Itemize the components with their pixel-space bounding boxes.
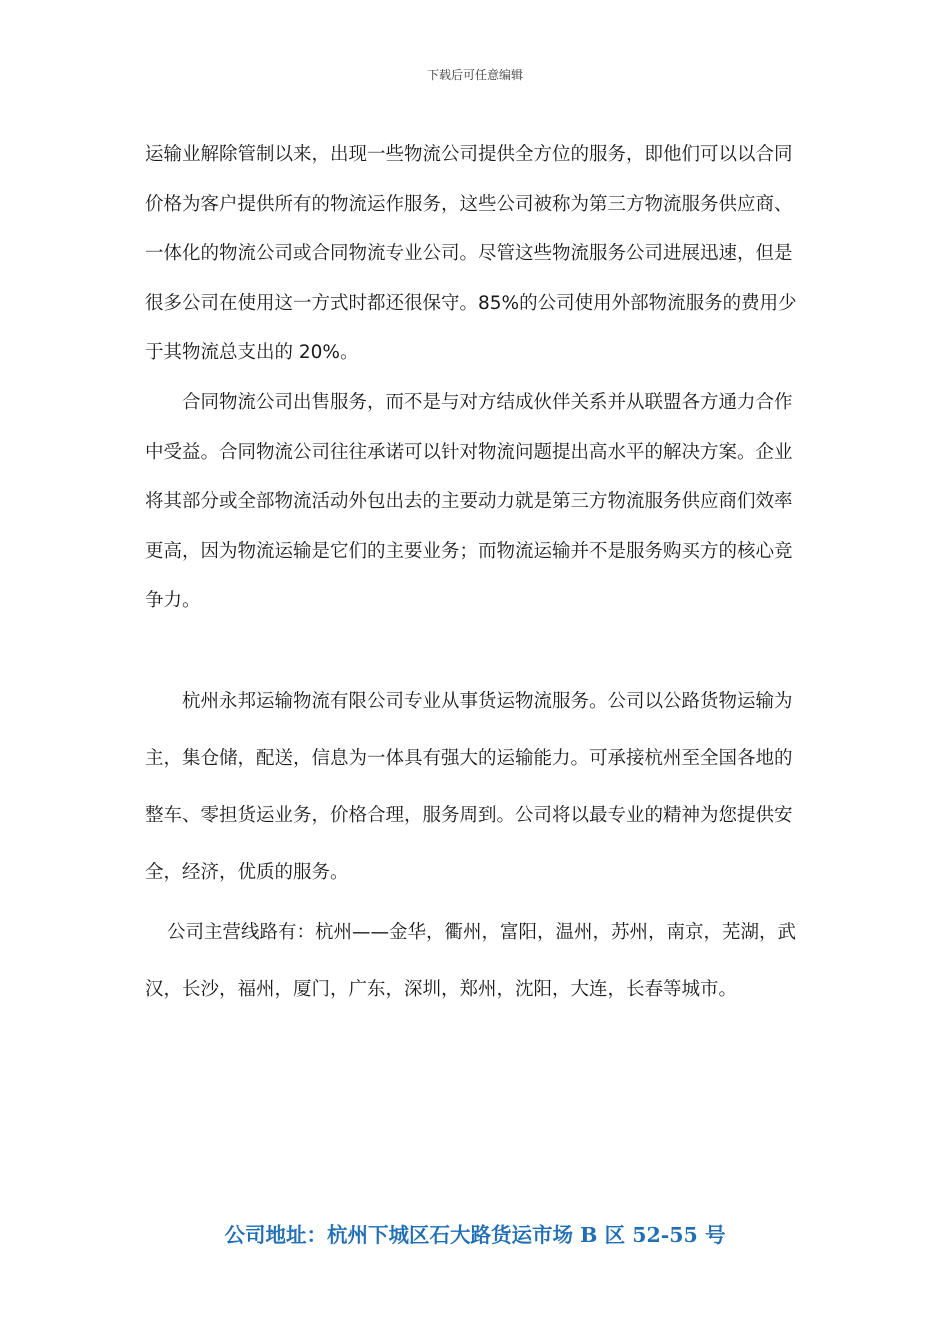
paragraph-contract-logistics: 合同物流公司出售服务，而不是与对方结成伙伴关系并从联盟各方通力合作中受益。合同物流公司往往承诺可以针对物流问题提出高水平的解决方案。企业将其部分或全部物流活动外包出去的主要动力就是第三方物流服务供应商们效率更高，因为物流运输是它们的主要业务；而物流运输并不是服务购买方的核心竞争力。: [145, 392, 793, 612]
paragraph-company-intro: 杭州永邦运输物流有限公司专业从事货运物流服务。公司以公路货物运输为主，集仓储，配送，信息为一体具有强大的运输能力。可承接杭州至全国各地的整车、零担货运业务，价格合理，服务周到。公司将以最专业的精神为您提供安全，经济，优质的服务。: [145, 691, 793, 883]
page-header: 下载后可任意编辑: [426, 68, 523, 82]
paragraph-main-routes: 公司主营线路有：杭州——金华，衢州，富阳，温州，苏州，南京，芜湖，武汉，长沙，福州，厦门，广东，深圳，郑州，沈阳，大连，长春等城市。: [145, 922, 797, 1000]
paragraph-logistics-deregulation: 运输业解除管制以来，出现一些物流公司提供全方位的服务，即他们可以以合同价格为客户提供所有的物流运作服务，这些公司被称为第三方物流服务供应商、一体化的物流公司或合同物流专业公司。尽管这些物流服务公司进展迅速，但是很多公司在使用这一方式时都还很保守。85%的公司使用外部物流服务的费用少于其物流总支出的 20%。: [145, 144, 797, 364]
company-address: 公司地址：杭州下城区石大路货运市场 B 区 52-55 号: [224, 1223, 726, 1247]
